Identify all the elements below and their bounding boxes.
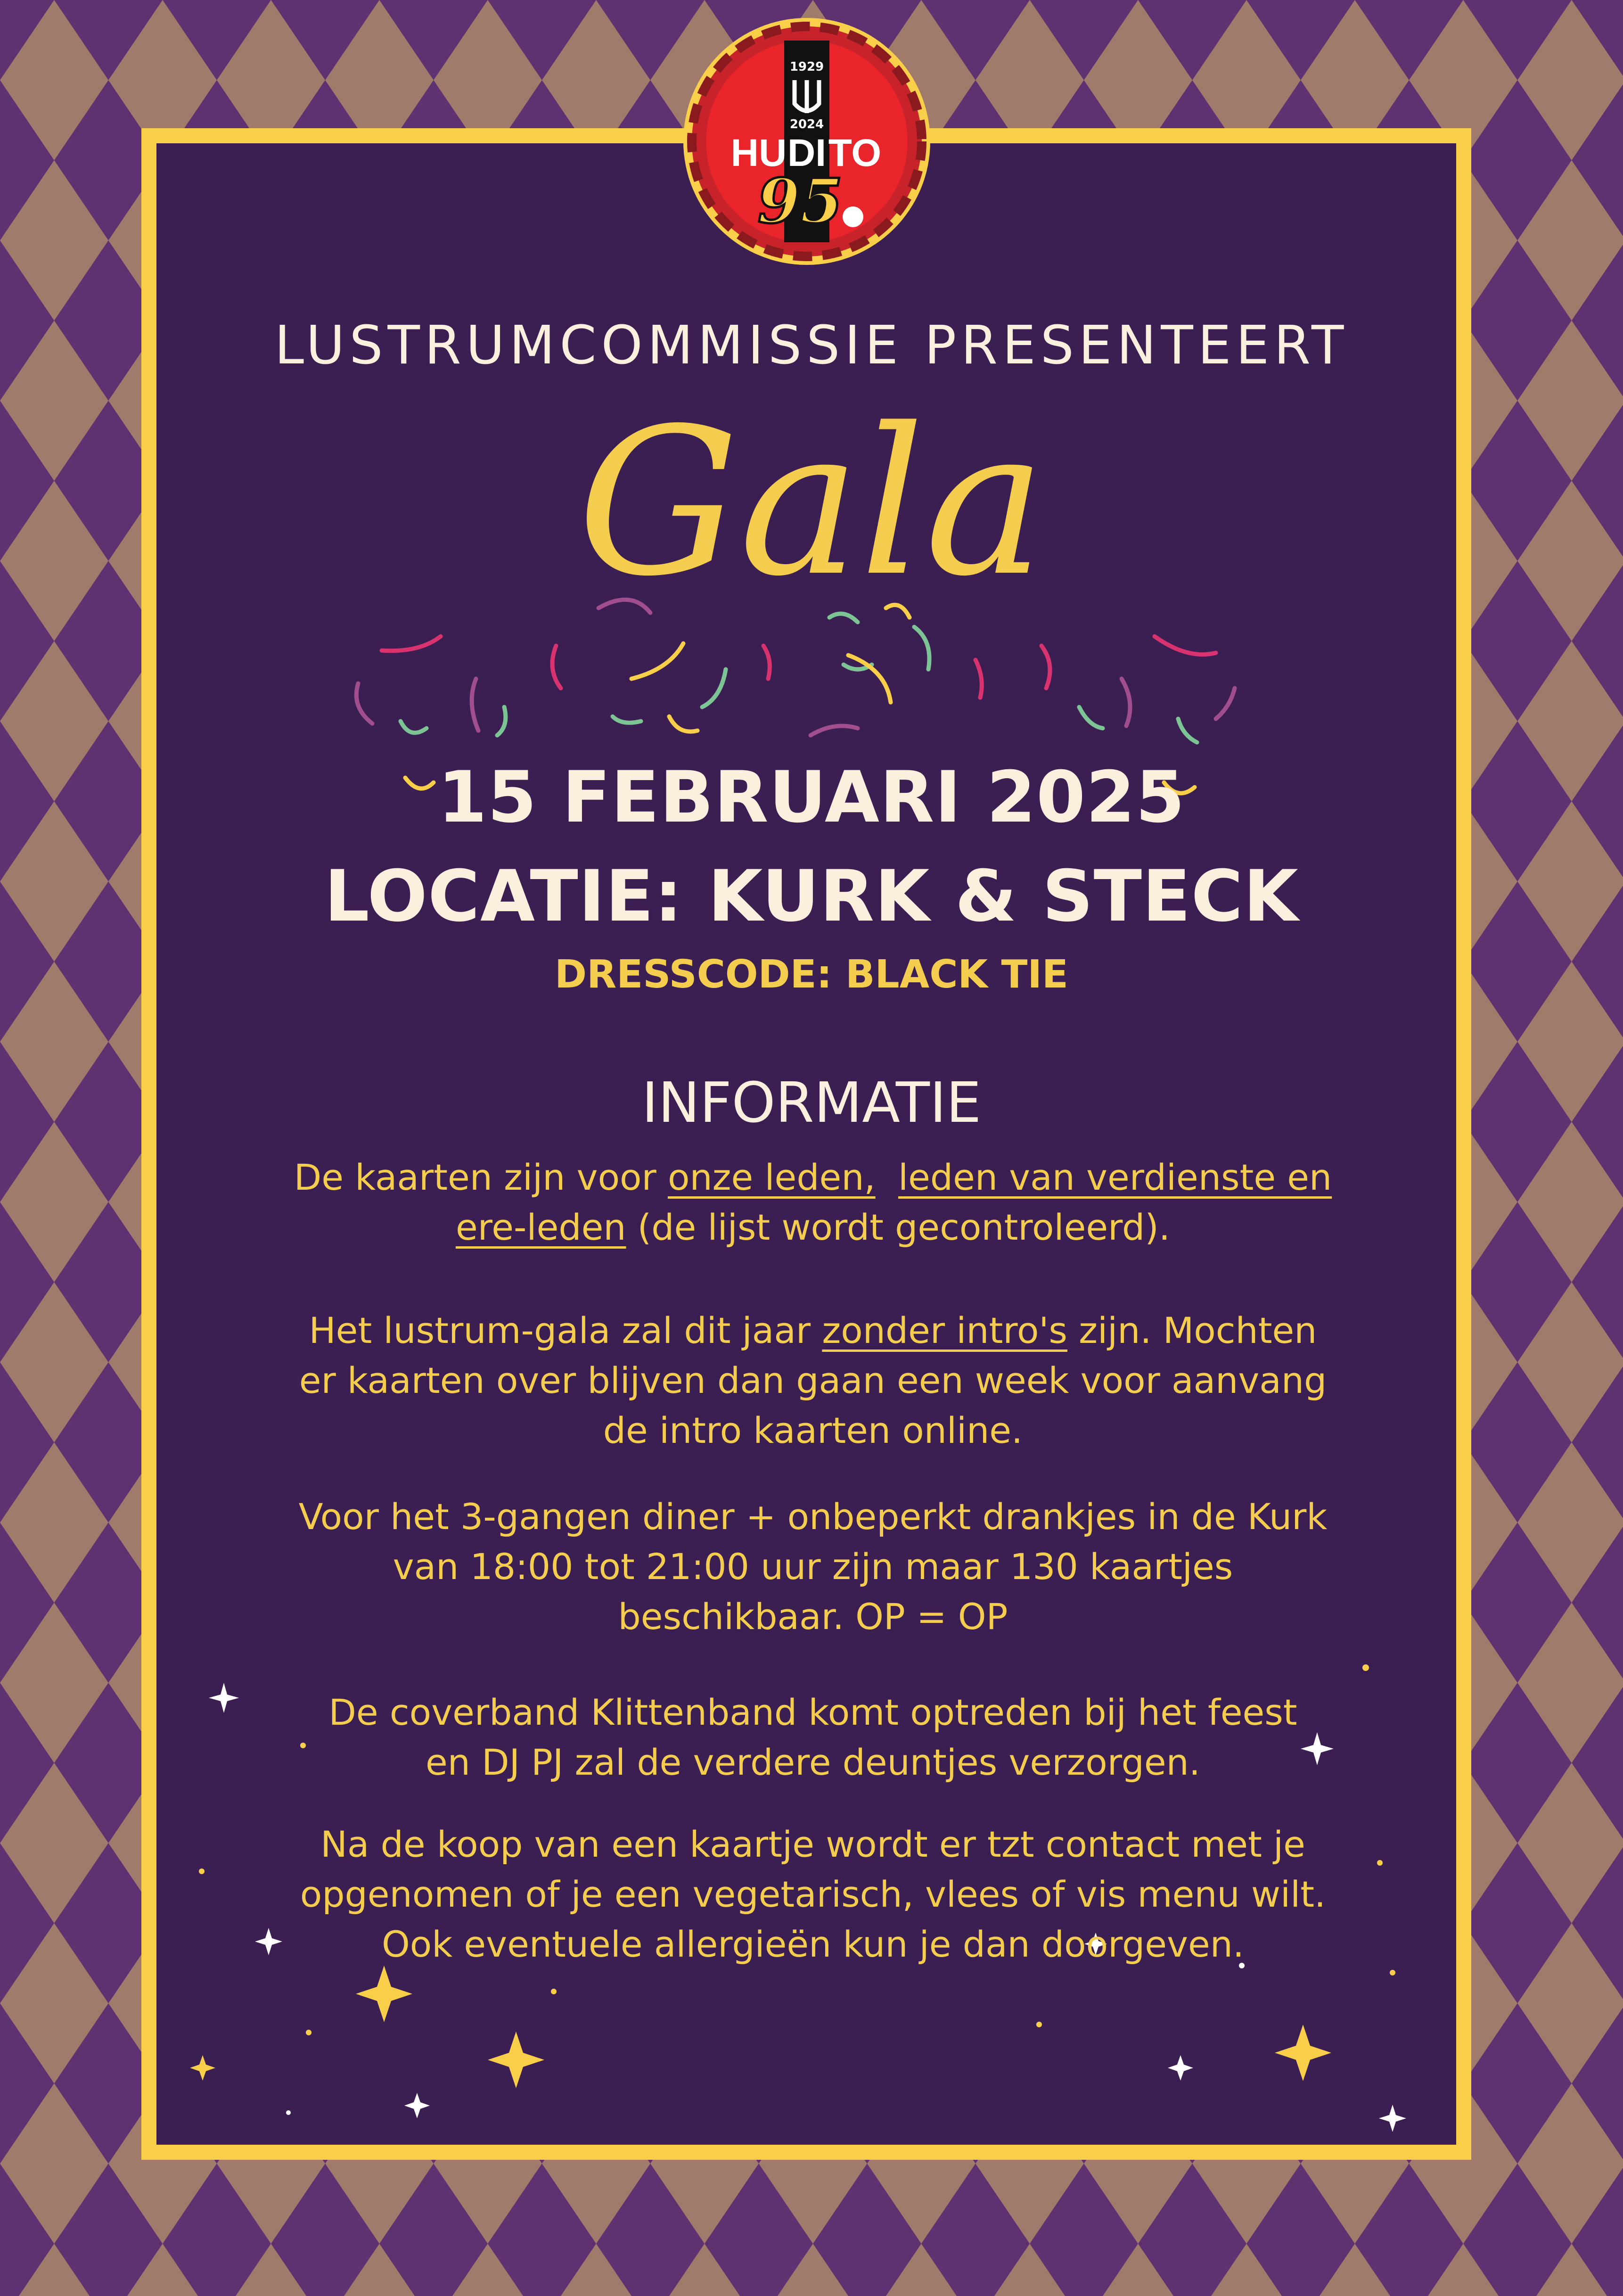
p5-line3: Ook eventuele allergieën kun je dan doorgeven. bbox=[381, 1923, 1245, 1965]
info-paragraph-dinner bbox=[264, 1492, 1362, 1642]
info-paragraph-band bbox=[264, 1687, 1362, 1787]
p4-line2: en DJ PJ zal de verdere deuntjes verzorgen. bbox=[426, 1741, 1200, 1783]
p3-line3: beschikbaar. OP = OP bbox=[618, 1596, 1008, 1638]
logo-number: 95 bbox=[757, 165, 843, 237]
p2-text-a: Het lustrum-gala zal dit jaar bbox=[309, 1309, 822, 1351]
p5-line2: opgenomen of je een vegetarisch, vlees of vis menu wilt. bbox=[300, 1873, 1326, 1915]
logo-letters-left: HU bbox=[730, 132, 787, 174]
info-heading: INFORMATIE bbox=[641, 1070, 982, 1135]
logo-letters-mid: DI bbox=[787, 132, 826, 174]
event-date: 15 FEBRUARI 2025 bbox=[437, 757, 1186, 839]
p4-line1: De coverband Klittenband komt optreden bij het feest bbox=[328, 1691, 1297, 1733]
p1-underline-members: onze leden, bbox=[667, 1156, 876, 1198]
p2-text-b: zijn. Mochten bbox=[1067, 1309, 1317, 1351]
info-paragraph-intros bbox=[264, 1306, 1362, 1456]
p3-line2: van 18:00 tot 21:00 uur zijn maar 130 kaartjes bbox=[393, 1546, 1233, 1588]
p1-text-a: De kaarten zijn voor bbox=[294, 1156, 668, 1198]
gala-title: Gala bbox=[577, 385, 1046, 621]
hudito-logo bbox=[683, 18, 930, 265]
kicker-text: LUSTRUMCOMMISSIE PRESENTEERT bbox=[274, 315, 1349, 376]
logo-year-top: 1929 bbox=[789, 60, 824, 74]
p3-line1: Voor het 3-gangen diner + onbeperkt drankjes in de Kurk bbox=[298, 1496, 1328, 1538]
info-paragraph-tickets bbox=[264, 1152, 1362, 1252]
p1-underline-honorary: ere-leden bbox=[455, 1206, 626, 1248]
p2-underline-no-intros: zonder intro's bbox=[822, 1309, 1067, 1351]
p1-text-b bbox=[876, 1156, 898, 1198]
dresscode: DRESSCODE: BLACK TIE bbox=[555, 952, 1068, 997]
p2-line2: er kaarten over blijven dan gaan een week voor aanvang bbox=[299, 1359, 1327, 1401]
logo-year-bottom: 2024 bbox=[789, 117, 824, 132]
p1-underline-merit: leden van verdienste en bbox=[898, 1156, 1332, 1198]
p5-line1: Na de koop van een kaartje wordt er tzt contact met je bbox=[320, 1823, 1305, 1865]
p2-line3: de intro kaarten online. bbox=[603, 1409, 1023, 1451]
event-location: LOCATIE: KURK & STECK bbox=[324, 856, 1299, 938]
info-paragraph-menu bbox=[264, 1819, 1362, 1969]
logo-letters-right: TO bbox=[828, 132, 882, 174]
p1-text-c: (de lijst wordt gecontroleerd). bbox=[626, 1206, 1171, 1248]
